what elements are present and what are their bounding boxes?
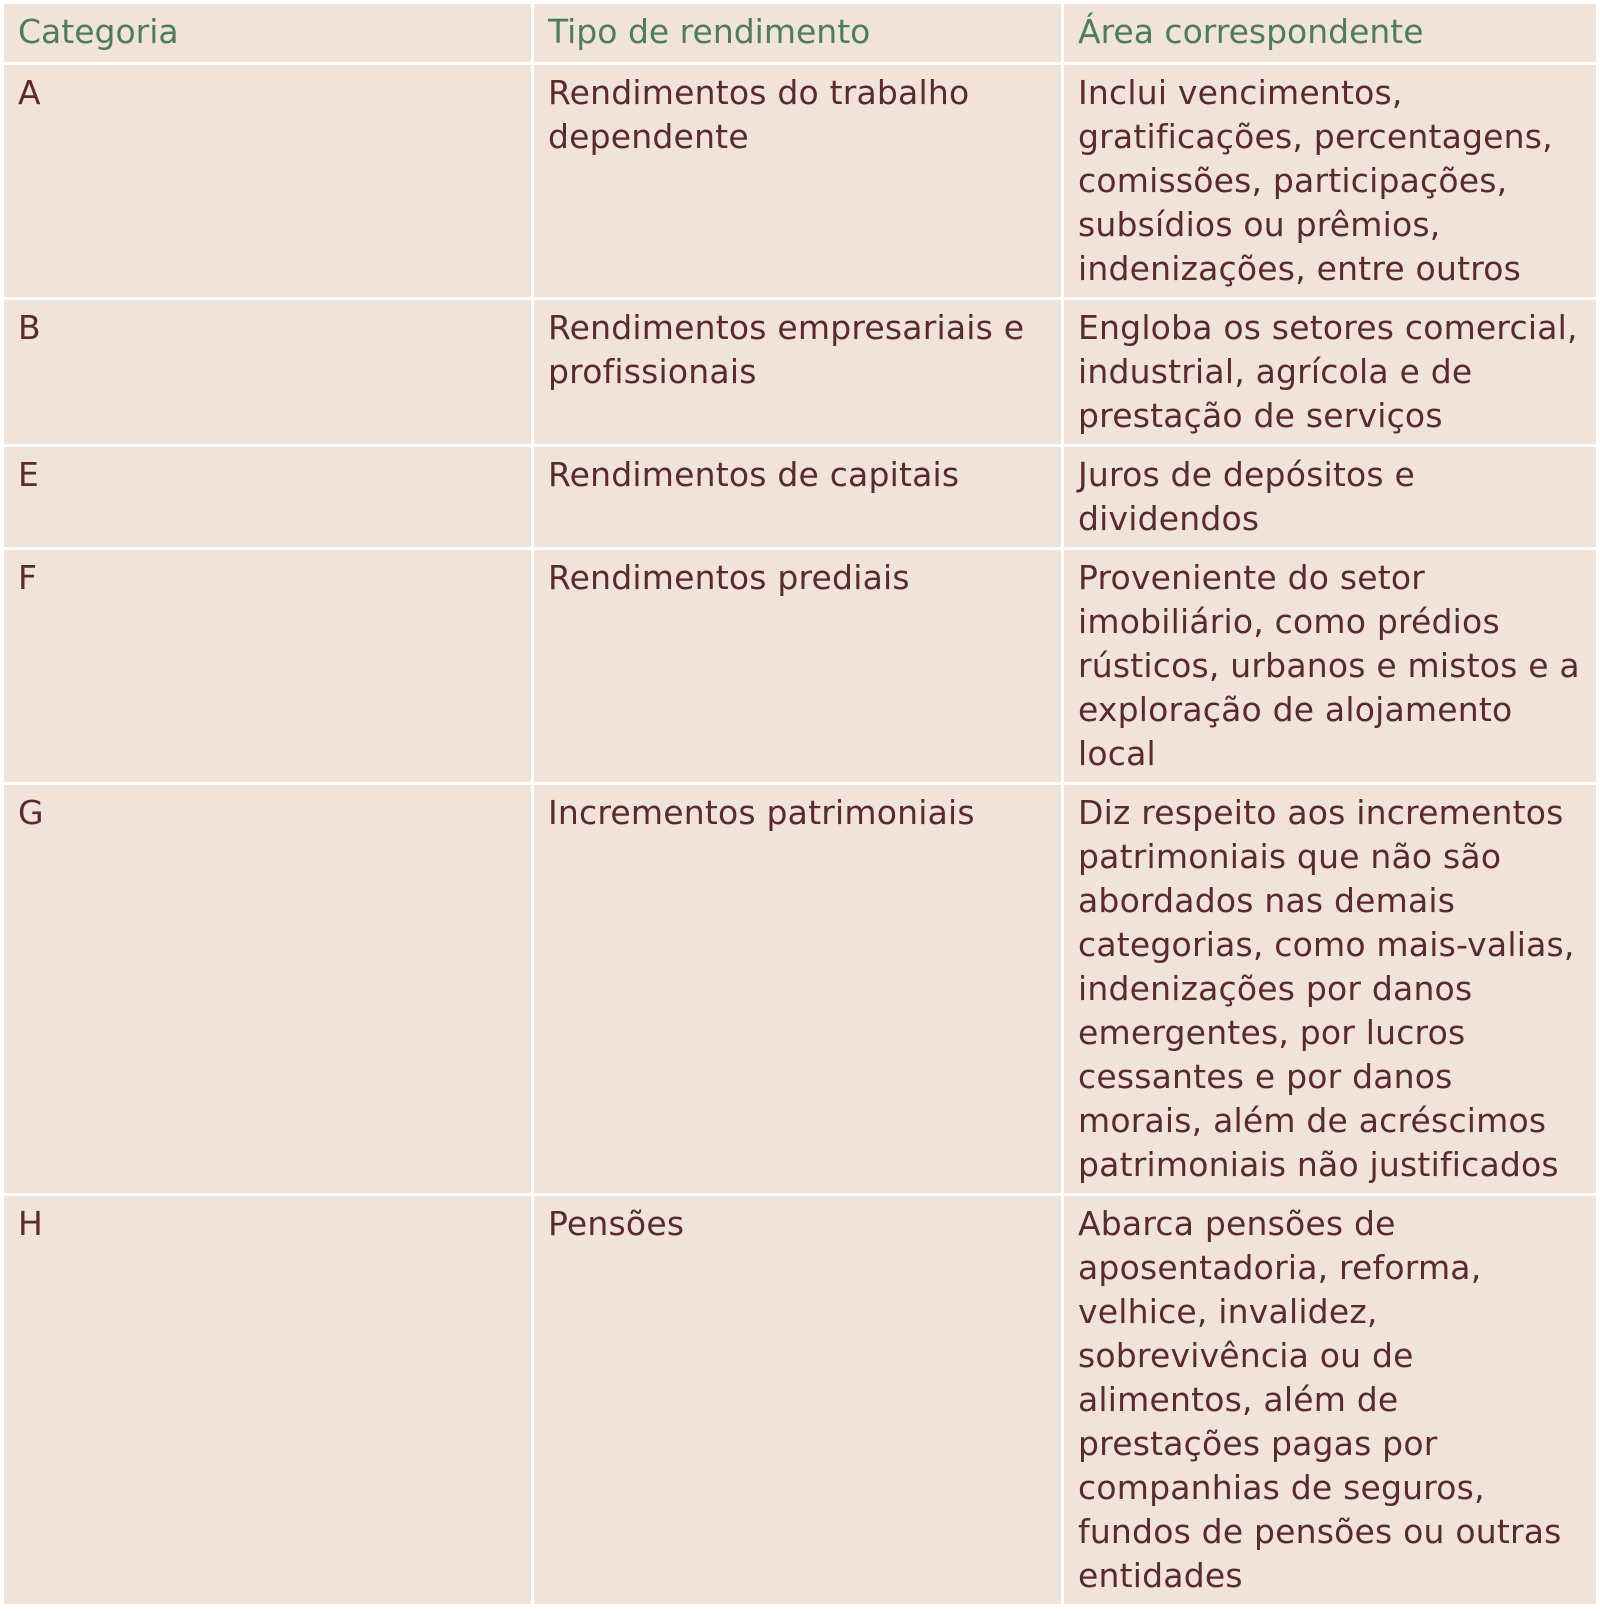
cell-area: Abarca pensões de aposentadoria, reforma, velhice, invalidez, sobrevivência ou de alimentos, além de prestações pagas por companhias de seguros, fundos de pensões ou outras entidades (1064, 1196, 1596, 1607)
cell-tipo: Rendimentos empresariais e profissionais (534, 300, 1064, 447)
cell-categoria: F (4, 550, 534, 785)
cell-categoria: A (4, 65, 534, 300)
header-categoria: Categoria (4, 4, 534, 65)
cell-tipo: Incrementos patrimoniais (534, 785, 1064, 1196)
cell-area: Diz respeito aos incrementos patrimoniais que não são abordados nas demais categorias, como mais-valias, indenizações por danos emergentes, por lucros cessantes e por danos morais, além de acréscimos patrimoniais não justificados (1064, 785, 1596, 1196)
table-row (4, 65, 1596, 300)
cell-tipo: Pensões (534, 1196, 1064, 1607)
table-row (4, 300, 1596, 447)
cell-area: Engloba os setores comercial, industrial, agrícola e de prestação de serviços (1064, 300, 1596, 447)
cell-tipo: Rendimentos do trabalho dependente (534, 65, 1064, 300)
cell-area: Proveniente do setor imobiliário, como prédios rústicos, urbanos e mistos e a exploração de alojamento local (1064, 550, 1596, 785)
table-header-row (4, 4, 1596, 65)
cell-categoria: H (4, 1196, 534, 1607)
cell-area: Juros de depósitos e dividendos (1064, 447, 1596, 550)
header-tipo-de-rendimento: Tipo de rendimento (534, 4, 1064, 65)
cell-area: Inclui vencimentos, gratificações, percentagens, comissões, participações, subsídios ou prêmios, indenizações, entre outros (1064, 65, 1596, 300)
table-row (4, 447, 1596, 550)
cell-tipo: Rendimentos prediais (534, 550, 1064, 785)
cell-categoria: B (4, 300, 534, 447)
table-row (4, 785, 1596, 1196)
cell-categoria: E (4, 447, 534, 550)
cell-tipo: Rendimentos de capitais (534, 447, 1064, 550)
cell-categoria: G (4, 785, 534, 1196)
table-row (4, 550, 1596, 785)
income-categories-table (4, 4, 1596, 1607)
table-row (4, 1196, 1596, 1607)
header-area-correspondente: Área correspondente (1064, 4, 1596, 65)
